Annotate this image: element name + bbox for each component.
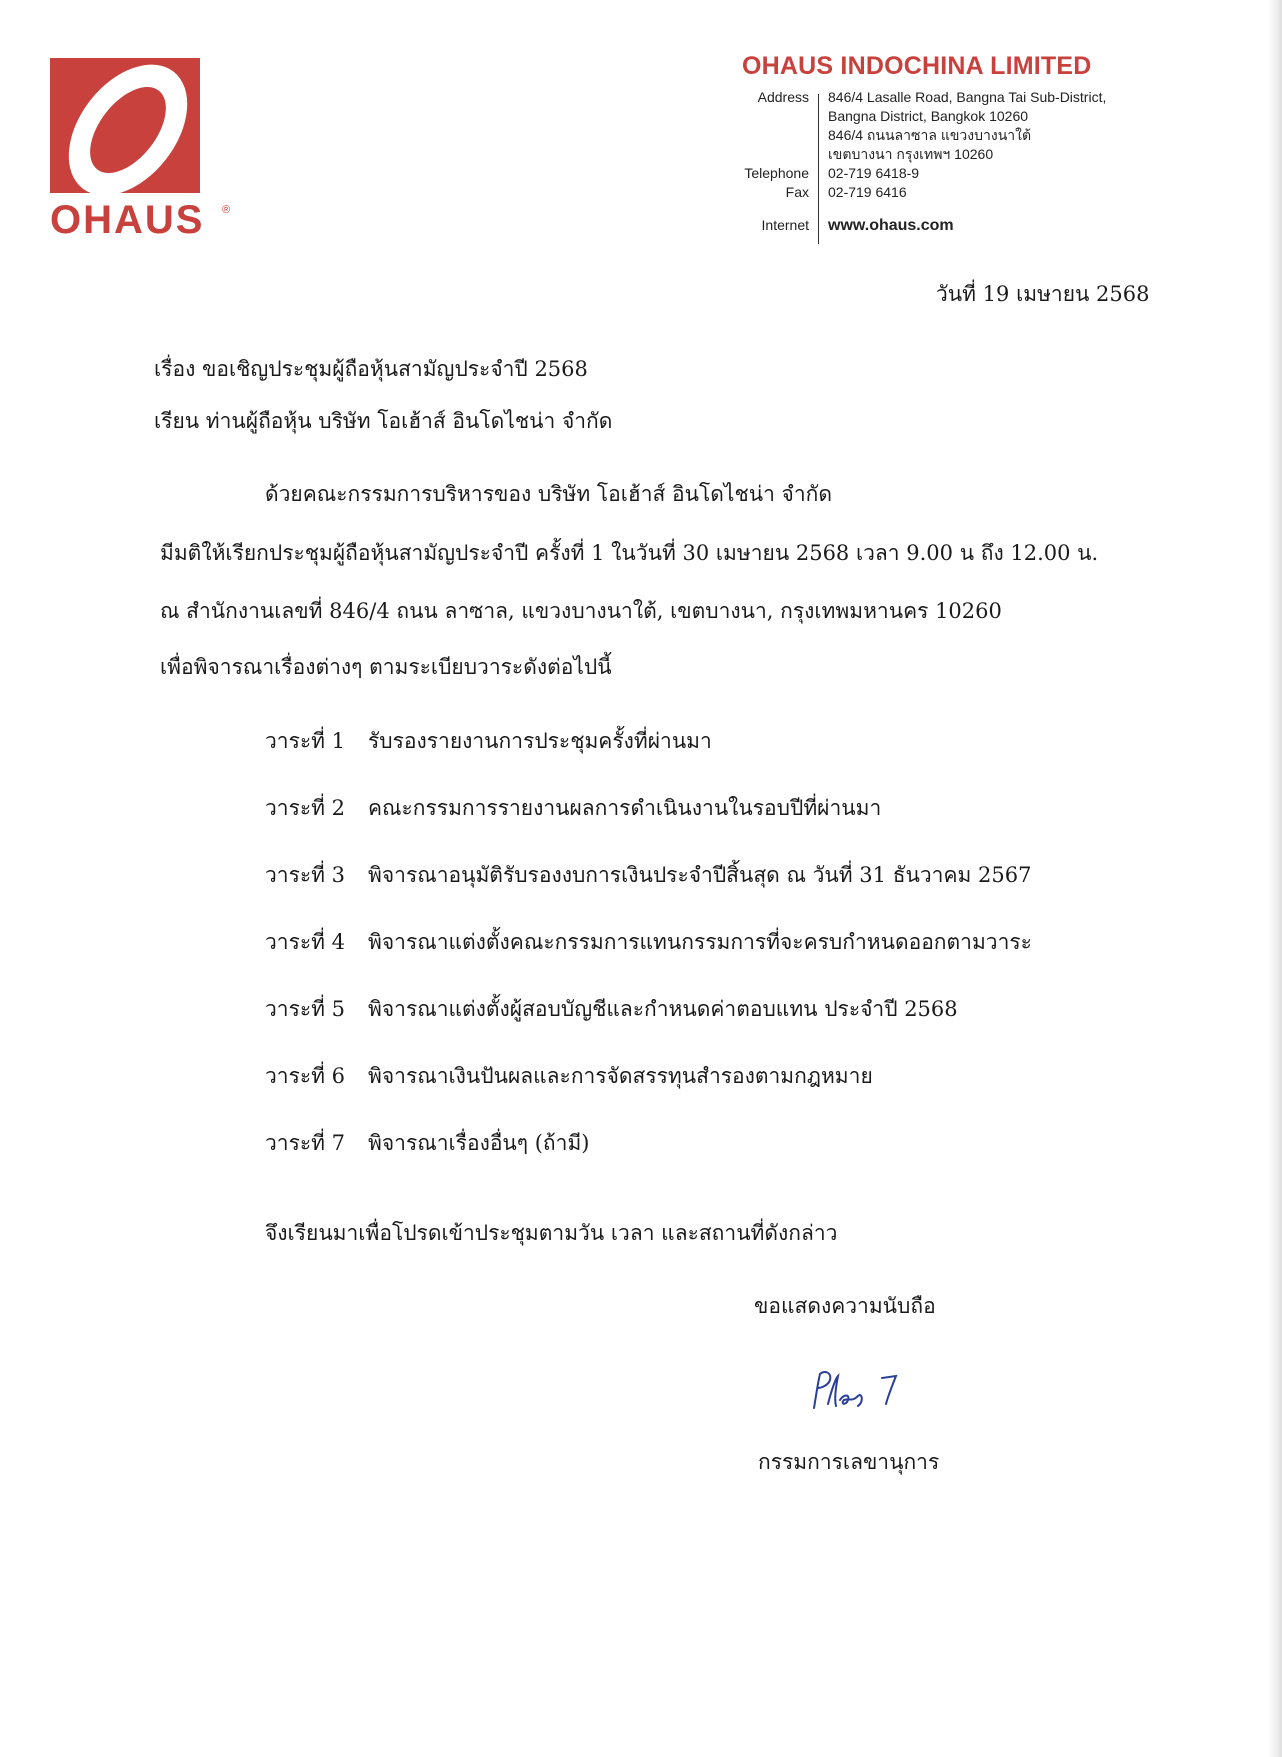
address-line-2: Bangna District, Bangkok 10260: [828, 108, 1029, 124]
agenda-text: พิจารณาแต่งตั้งผู้สอบบัญชีและกำหนดค่าตอบแทน ประจำปี 2568: [368, 997, 958, 1021]
telephone-value: 02-719 6418-9: [828, 165, 920, 181]
address-label: Address: [757, 89, 809, 105]
agenda-number: วาระที่ 3: [265, 863, 346, 887]
telephone-label: Telephone: [744, 165, 809, 181]
body-line-3: ณ สำนักงานเลขที่ 846/4 ถนน ลาซาล, แขวงบางนาใต้, เขตบางนา, กรุงเทพมหานคร 10260: [160, 599, 1002, 623]
agenda-number: วาระที่ 2: [265, 796, 346, 820]
fax-value: 02-719 6416: [828, 184, 907, 200]
agenda-text: พิจารณาอนุมัติรับรองงบการเงินประจำปีสิ้นสุด ณ วันที่ 31 ธันวาคม 2567: [368, 863, 1032, 887]
fax-label: Fax: [785, 184, 809, 200]
internet-label: Internet: [761, 217, 809, 233]
website-link[interactable]: www.ohaus.com: [828, 217, 954, 234]
address-line-4: เขตบางนา กรุงเทพฯ 10260: [828, 146, 994, 162]
agenda-text: คณะกรรมการรายงานผลการดำเนินงานในรอบปีที่ผ่านมา: [368, 796, 882, 820]
agenda-number: วาระที่ 1: [265, 729, 346, 753]
agenda-number: วาระที่ 7: [265, 1131, 346, 1155]
agenda-text: พิจารณาเงินปันผลและการจัดสรรทุนสำรองตามกฎหมาย: [368, 1064, 873, 1088]
logo-mark-icon: [50, 58, 200, 193]
agenda-text: พิจารณาแต่งตั้งคณะกรรมการแทนกรรมการที่จะครบกำหนดออกตามวาระ: [368, 930, 1032, 954]
agenda-number: วาระที่ 4: [265, 930, 346, 954]
body-line-4: เพื่อพิจารณาเรื่องต่างๆ ตามระเบียบวาระดังต่อไปนี้: [160, 655, 612, 679]
logo-wordmark: OHAUS: [50, 198, 205, 242]
agenda-text: รับรองรายงานการประชุมครั้งที่ผ่านมา: [368, 729, 712, 753]
contact-divider: [818, 94, 819, 244]
address-line-1: 846/4 Lasalle Road, Bangna Tai Sub-District,: [828, 89, 1107, 105]
letter-recipient: เรียน ท่านผู้ถือหุ้น บริษัท โอเฮ้าส์ อินโดไชน่า จำกัด: [154, 409, 613, 433]
agenda-number: วาระที่ 6: [265, 1064, 346, 1088]
letter-subject: เรื่อง ขอเชิญประชุมผู้ถือหุ้นสามัญประจำปี 2568: [154, 357, 588, 381]
regards: ขอแสดงความนับถือ: [754, 1294, 936, 1318]
scan-edge: [1268, 0, 1282, 1757]
closing-line: จึงเรียนมาเพื่อโปรดเข้าประชุมตามวัน เวลา และสถานที่ดังกล่าว: [265, 1221, 838, 1245]
body-line-2: มีมติให้เรียกประชุมผู้ถือหุ้นสามัญประจำปี ครั้งที่ 1 ในวันที่ 30 เมษายน 2568 เวลา 9.00 น ถึง 12.00 น.: [160, 541, 1099, 565]
agenda-number: วาระที่ 5: [265, 997, 346, 1021]
handwritten-signature: [806, 1368, 906, 1422]
letter-date: วันที่ 19 เมษายน 2568: [936, 282, 1150, 306]
address-line-3: 846/4 ถนนลาซาล แขวงบางนาใต้: [828, 127, 1032, 143]
registered-mark: ®: [222, 204, 231, 216]
body-line-1: ด้วยคณะกรรมการบริหารของ บริษัท โอเฮ้าส์ อินโดไชน่า จำกัด: [265, 482, 832, 506]
signatory-title: กรรมการเลขานุการ: [758, 1450, 940, 1474]
company-name: OHAUS INDOCHINA LIMITED: [742, 52, 1092, 80]
agenda-text: พิจารณาเรื่องอื่นๆ (ถ้ามี): [368, 1131, 590, 1155]
ohaus-logo: [50, 58, 240, 244]
